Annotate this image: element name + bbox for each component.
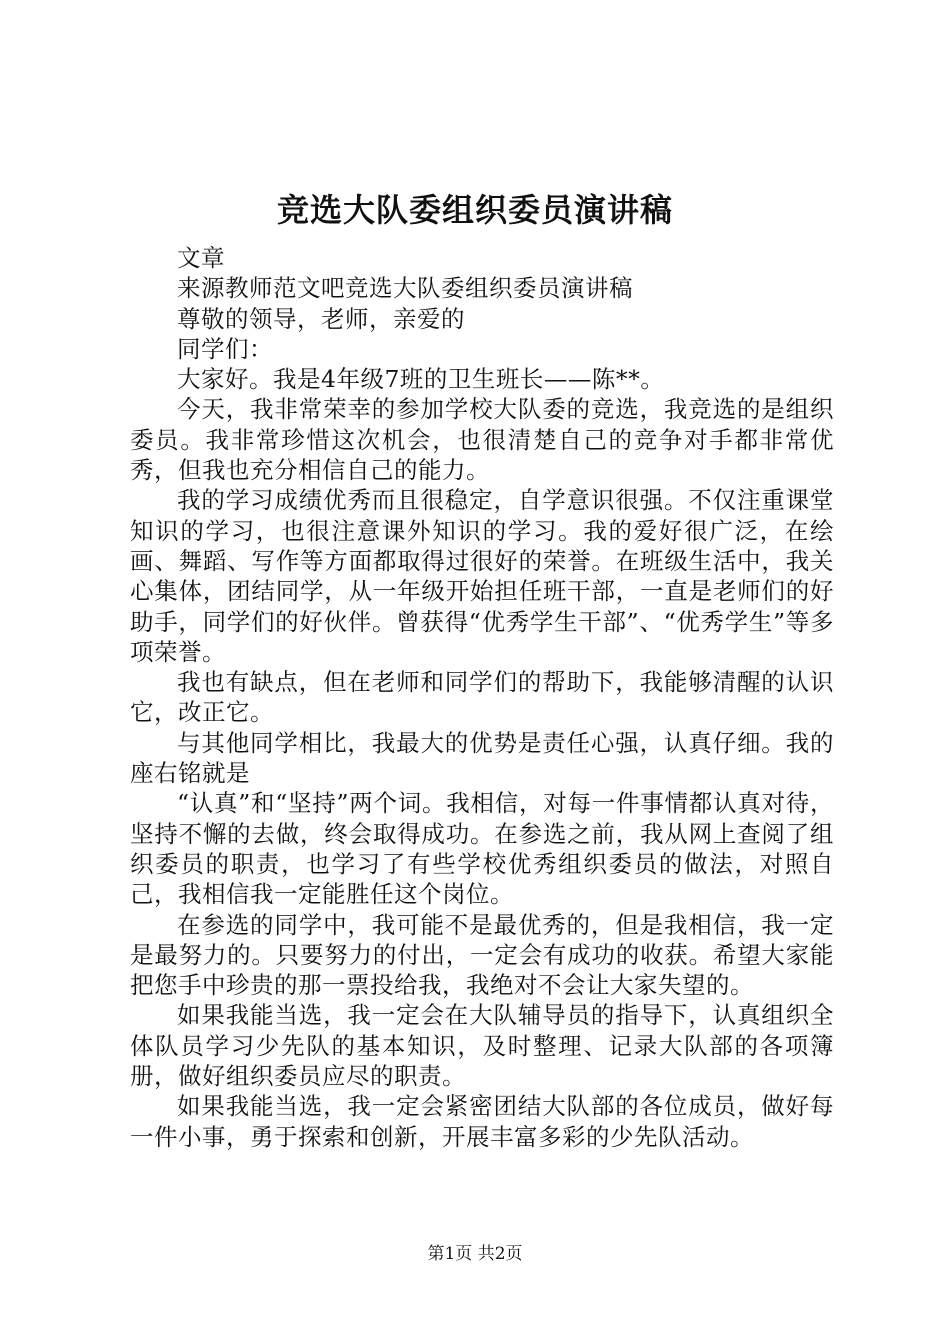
paragraph: 文章 (177, 244, 225, 272)
paragraph: 我的学习成绩优秀而且很稳定，自学意识很强。不仅注重课堂知识的学习，也很注意课外知识的学习。我的爱好很广泛，在绘画、舞蹈、写作等方面都取得过很好的荣誉。在班级生活中，我关心集体，团结同学，从一年级开始担任班干部，一直是老师们的好助手，同学们的好伙伴。曾获得“优秀学生干部”、“优秀学生”等多项荣誉。 (130, 486, 834, 666)
paragraph: 如果我能当选，我一定会紧密团结大队部的各位成员，做好每一件小事，勇于探索和创新，开展丰富多彩的少先队活动。 (130, 1092, 834, 1151)
document-body (130, 243, 834, 1152)
page-footer: 第1页 共2页 (427, 1244, 523, 1264)
paragraph: 尊敬的领导，老师，亲爱的 (177, 304, 465, 333)
paragraph: 在参选的同学中，我可能不是最优秀的，但是我相信，我一定是最努力的。只要努力的付出，一定会有成功的收获。希望大家能把您手中珍贵的那一票投给我，我绝对不会让大家失望的。 (130, 910, 834, 1000)
paragraph: 来源教师范文吧竞选大队委组织委员演讲稿 (177, 274, 633, 303)
paragraph: 今天，我非常荣幸的参加学校大队委的竞选，我竞选的是组织委员。我非常珍惜这次机会，也很清楚自己的竞争对手都非常优秀，但我也充分相信自己的能力。 (130, 395, 834, 485)
paragraph: “认真”和“坚持”两个词。我相信，对每一件事情都认真对待，坚持不懈的去做，终会取得成功。在参选之前，我从网上查阅了组织委员的职责，也学习了有些学校优秀组织委员的做法，对照自己，我相信我一定能胜任这个岗位。 (130, 789, 834, 909)
document-title: 竞选大队委组织委员演讲稿 (276, 191, 673, 229)
paragraph: 我也有缺点，但在老师和同学们的帮助下，我能够清醒的认识它，改正它。 (130, 668, 834, 727)
paragraph: 同学们： (177, 334, 273, 363)
paragraph: 大家好。我是4年级7班的卫生班长——陈**。 (177, 365, 665, 394)
paragraph: 与其他同学相比，我最大的优势是责任心强，认真仔细。我的座右铭就是 (130, 728, 834, 788)
paragraph: 如果我能当选，我一定会在大队辅导员的指导下，认真组织全体队员学习少先队的基本知识，及时整理、记录大队部的各项簿册，做好组织委员应尽的职责。 (130, 1001, 834, 1091)
